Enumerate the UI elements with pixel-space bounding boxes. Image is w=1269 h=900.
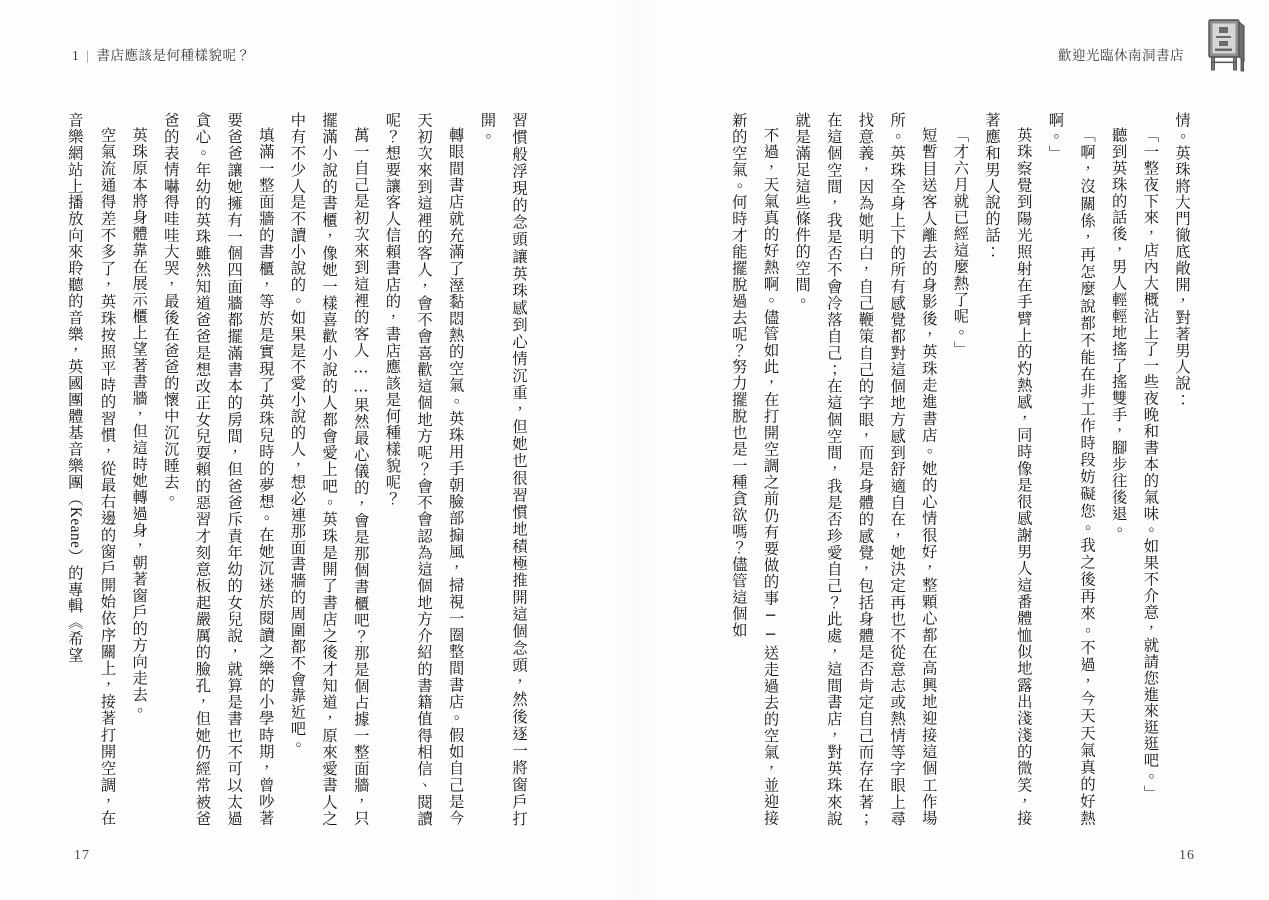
paragraph: 聽到英珠的話後，男人輕輕地搖了搖雙手，腳步往後退。 bbox=[1109, 127, 1128, 539]
left-page bbox=[0, 0, 634, 900]
left-page-body-text bbox=[64, 112, 534, 827]
paragraph: 填滿一整面牆的書櫃，等於是實現了英珠兒時的夢想。在她沉迷於閱讀之樂的小學時期，曾吵著要爸爸讓她擁有一個四面牆都擺滿書本的房間，但爸爸斥責年幼的女兒說，就算是書也不可以太過貪心。年幼的英珠雖然知道爸爸是想改正女兒耍賴的惡習才刻意板起嚴厲的臉孔，但她仍經常被爸爸的表情嚇得哇哇大哭，最後在爸爸的懷中沉沉睡去。 bbox=[161, 112, 275, 827]
right-page-number: 16 bbox=[1179, 848, 1195, 863]
left-running-head bbox=[72, 44, 250, 64]
paragraph: 習慣般浮現的念頭讓英珠感到心情沉重，但她也很習慣地積極推開這個念頭，然後逐一將窗戶打開。 bbox=[478, 112, 528, 827]
left-page-number: 17 bbox=[74, 848, 90, 863]
paragraph: 不過，天氣真的好熱啊。儘管如此，在打開空調之前仍有要做的事──送走過去的空氣，並迎接新的空氣。何時才能擺脫過去呢？努力擺脫也是一種貪欲嗎？儘管這個如 bbox=[729, 112, 780, 827]
paragraph: 萬一自己是初次來到這裡的客人……果然最心儀的，會是那個書櫃吧？那是個占據一整面牆，只擺滿小說的書櫃，像她一樣喜歡小說的人都會愛上吧。英珠是開了書店之後才知道，原來愛書人之中有不少人是不讀小說的。如果是不愛小說的人，想必連那面書牆的周圍都不會靠近吧。 bbox=[288, 112, 370, 827]
sandwich-board-sign-icon bbox=[1201, 17, 1255, 73]
paragraph: 「才六月就已經這麼熱了呢。」 bbox=[951, 127, 970, 358]
paragraph: 英珠察覺到陽光照射在手臂上的灼熱感，同時像是很感謝男人這番體恤似地露出淺淺的微笑，接著應和男人說的話： bbox=[983, 112, 1033, 827]
paragraph: 英珠原本將身體靠在展示櫃上望著書牆，但這時她轉過身，朝著窗戶的方向走去。 bbox=[130, 127, 149, 720]
paragraph: 短暫目送客人離去的身影後，英珠走進書店。她的心情很好，整顆心都在高興地迎接這個工作場所。英珠全身上下的所有感覺都對這個地方感到舒適自在，她決定再也不從意志或熱情等字眼上尋找意義，因為她明白，自己鞭策自己的字眼，而是身體的感覺，包括身體是否肯定自己而存在著；在這個空間，我是否不會冷落自己；在這個空間，我是否珍愛自己？此處，這間書店，對英珠來說就是滿足這些條件的空間。 bbox=[793, 112, 938, 827]
paragraph: 情。英珠將大門徹底敞開，對著男人說： bbox=[1173, 112, 1191, 409]
right-running-head-title: 歡迎光臨休南洞書店 bbox=[1058, 48, 1184, 63]
paragraph: 空氣流通得差不多了，英珠按照平時的習慣，從最右邊的窗戶開始依序關上，接著打開空調，在音樂網站上播放向來聆聽的音樂，英國團體基音樂團（Keane）的專輯《希望 bbox=[65, 112, 117, 827]
right-page-body-text bbox=[697, 112, 1197, 827]
paragraph: 「啊，沒關係，再怎麼說都不能在非工作時段妨礙您。我之後再來。不過，今天天氣真的好熱啊。」 bbox=[1046, 112, 1097, 827]
left-running-head-title: 書店應該是何種樣貌呢？ bbox=[96, 48, 251, 63]
left-running-head-chapter-number: 1 bbox=[72, 48, 80, 63]
paragraph: 轉眼間書店就充滿了溼黏悶熱的空氣。英珠用手朝臉部搧風，掃視一圈整間書店。假如自己是今天初次來到這裡的客人，會不會喜歡這個地方呢？會不會認為這個地方介紹的書籍值得相信、閱讀呢？想要讓客人信賴書店的，書店應該是何種樣貌呢？ bbox=[383, 112, 465, 827]
latin-term: Keane bbox=[66, 506, 84, 549]
right-page bbox=[635, 0, 1269, 900]
paragraph: 「一整夜下來，店內大概沾上了一些夜晚和書本的氣味。如果不介意，就請您進來逛逛吧。」 bbox=[1141, 127, 1160, 802]
left-running-head-separator: | bbox=[86, 48, 90, 63]
right-running-head bbox=[1058, 44, 1184, 64]
